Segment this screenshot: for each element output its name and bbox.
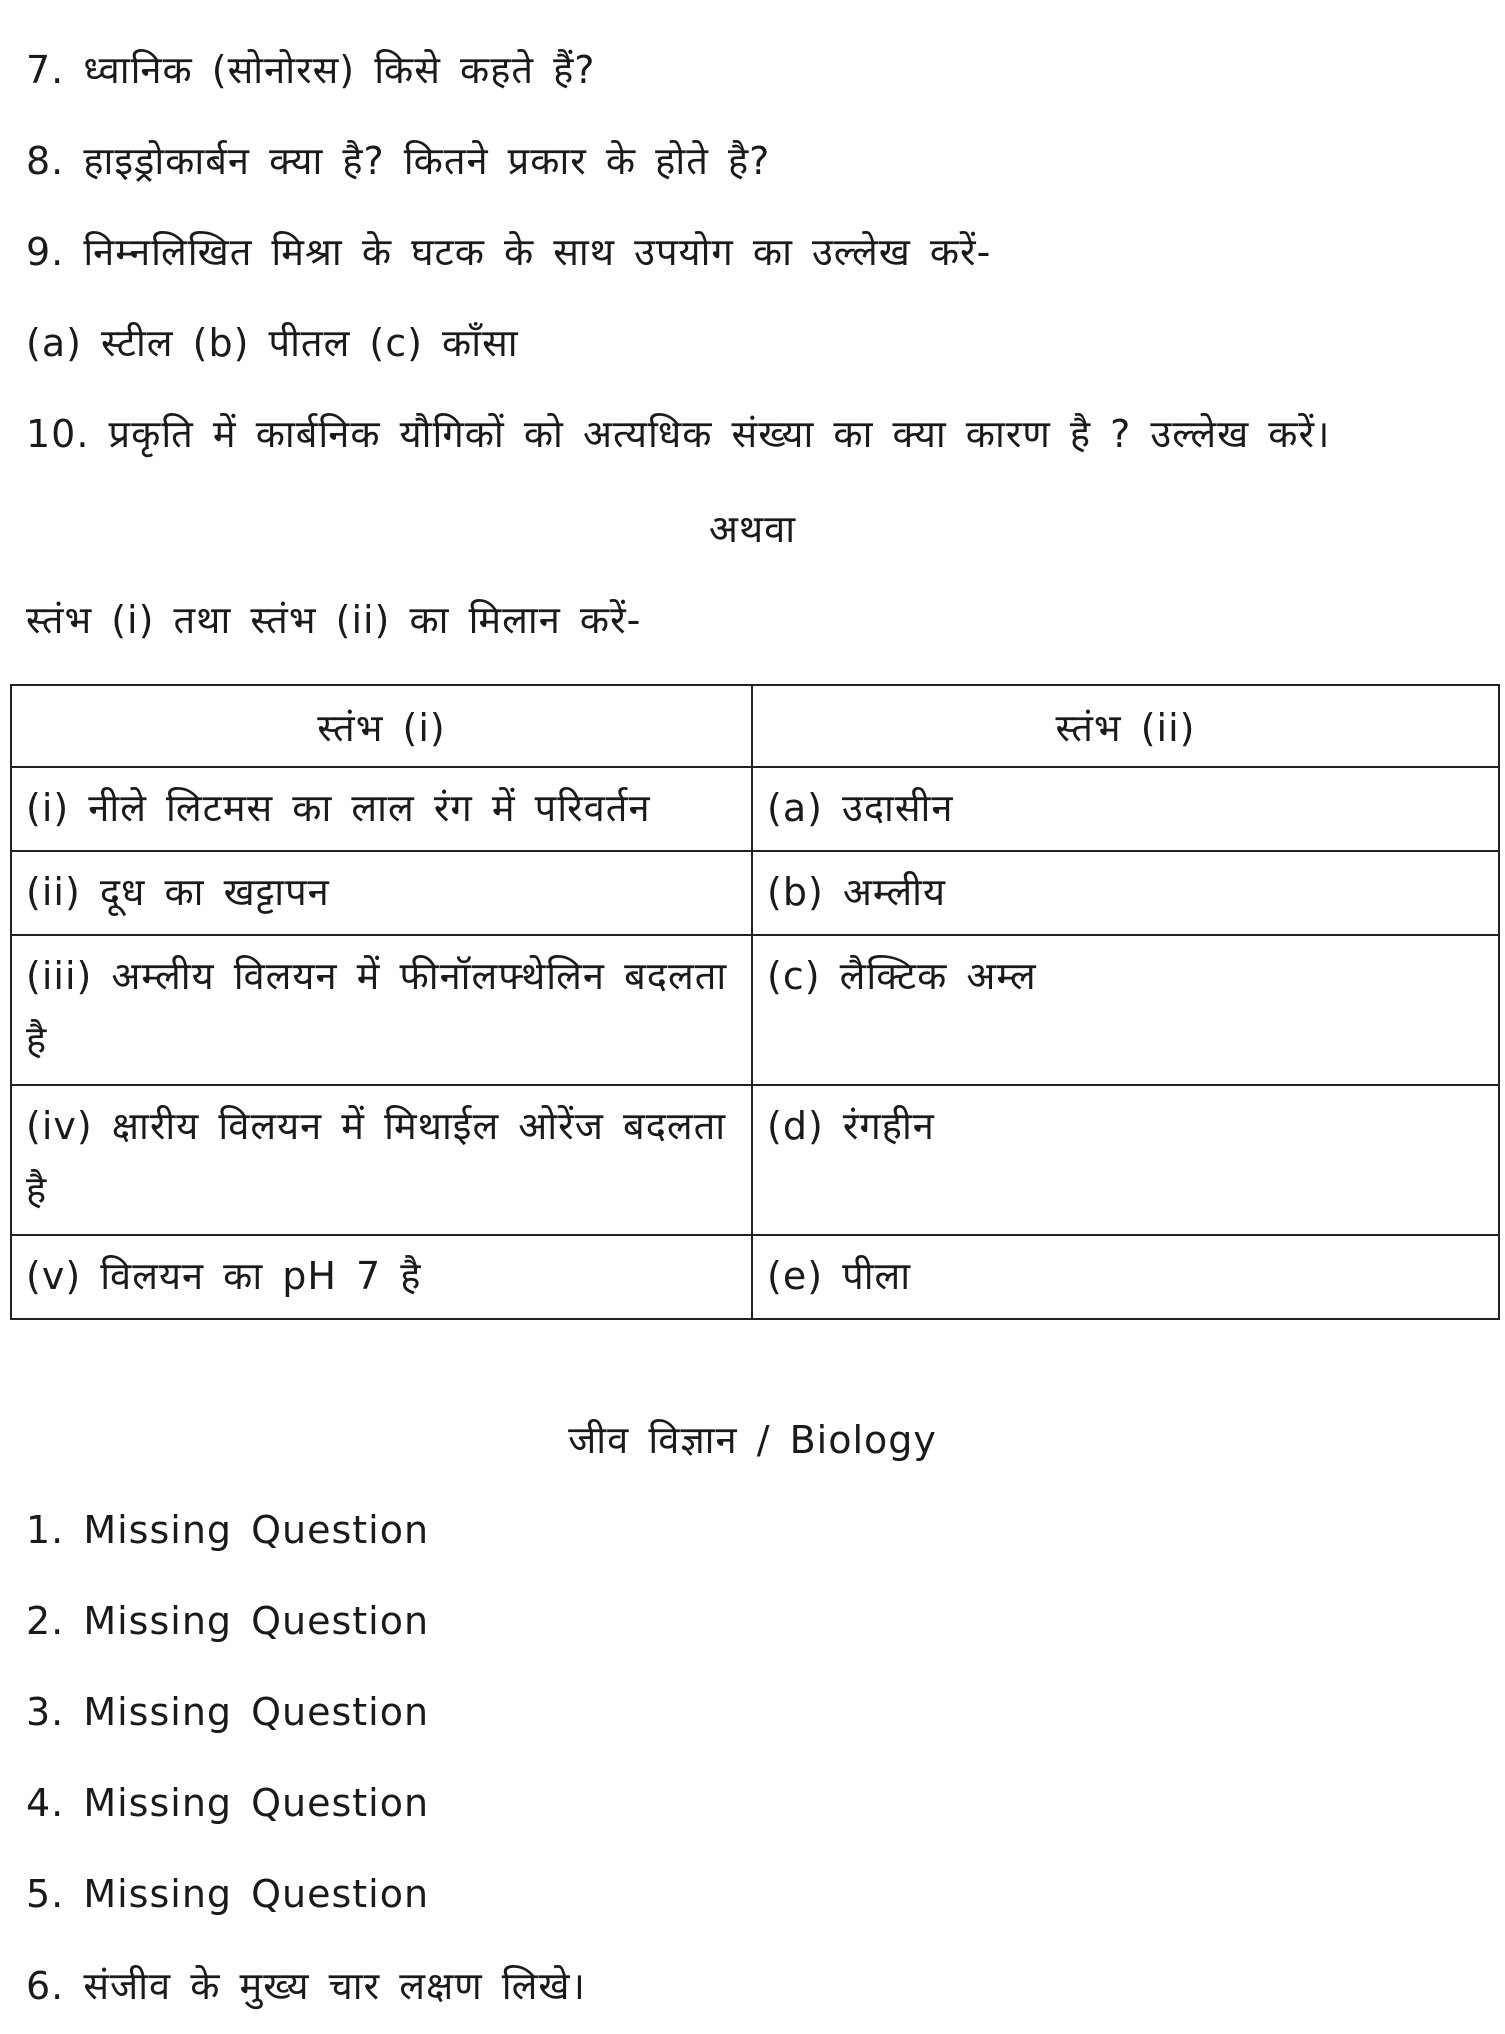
biology-question-2: 2. Missing Question: [26, 1599, 430, 1643]
table-row: [11, 935, 1499, 1085]
biology-question-6: 6. संजीव के मुख्य चार लक्षण लिखे।: [26, 1964, 586, 2008]
column-header-i: स्तंभ (i): [11, 685, 752, 767]
table-cell-left: (ii) दूध का खट्टापन: [11, 851, 752, 935]
match-table-header-row: [11, 685, 1499, 767]
table-cell-right: (c) लैक्टिक अम्ल: [752, 935, 1499, 1085]
biology-question-1: 1. Missing Question: [26, 1508, 430, 1552]
question-7: 7. ध्वानिक (सोनोरस) किसे कहते हैं?: [26, 48, 596, 92]
table-cell-left: (iv) क्षारीय विलयन में मिथाईल ओरेंज बदलता है: [11, 1085, 752, 1235]
table-cell-right: (e) पीला: [752, 1235, 1499, 1319]
table-cell-left: (iii) अम्लीय विलयन में फीनॉलफ्थेलिन बदलता है: [11, 935, 752, 1085]
match-table: [10, 684, 1500, 1320]
table-cell-right: (d) रंगहीन: [752, 1085, 1499, 1235]
table-cell-right: (b) अम्लीय: [752, 851, 1499, 935]
question-10: 10. प्रकृति में कार्बनिक यौगिकों को अत्यधिक संख्या का क्या कारण है ? उल्लेख करें।: [26, 412, 1331, 456]
section-heading: जीव विज्ञान / Biology: [568, 1418, 937, 1462]
question-9-options: (a) स्टील (b) पीतल (c) काँसा: [26, 321, 519, 365]
or-label: अथवा: [708, 507, 797, 551]
table-row: [11, 1085, 1499, 1235]
biology-question-3: 3. Missing Question: [26, 1690, 430, 1734]
biology-question-4: 4. Missing Question: [26, 1781, 430, 1825]
table-row: [11, 1235, 1499, 1319]
column-header-ii: स्तंभ (ii): [752, 685, 1499, 767]
table-row: [11, 767, 1499, 851]
match-instruction: स्तंभ (i) तथा स्तंभ (ii) का मिलान करें-: [26, 598, 642, 642]
question-9: 9. निम्नलिखित मिश्रा के घटक के साथ उपयोग का उल्लेख करें-: [26, 230, 992, 274]
table-cell-right: (a) उदासीन: [752, 767, 1499, 851]
biology-question-5: 5. Missing Question: [26, 1872, 430, 1916]
table-cell-left: (v) विलयन का pH 7 है: [11, 1235, 752, 1319]
question-8: 8. हाइड्रोकार्बन क्या है? कितने प्रकार के होते है?: [26, 139, 771, 183]
table-row: [11, 851, 1499, 935]
table-cell-left: (i) नीले लिटमस का लाल रंग में परिवर्तन: [11, 767, 752, 851]
